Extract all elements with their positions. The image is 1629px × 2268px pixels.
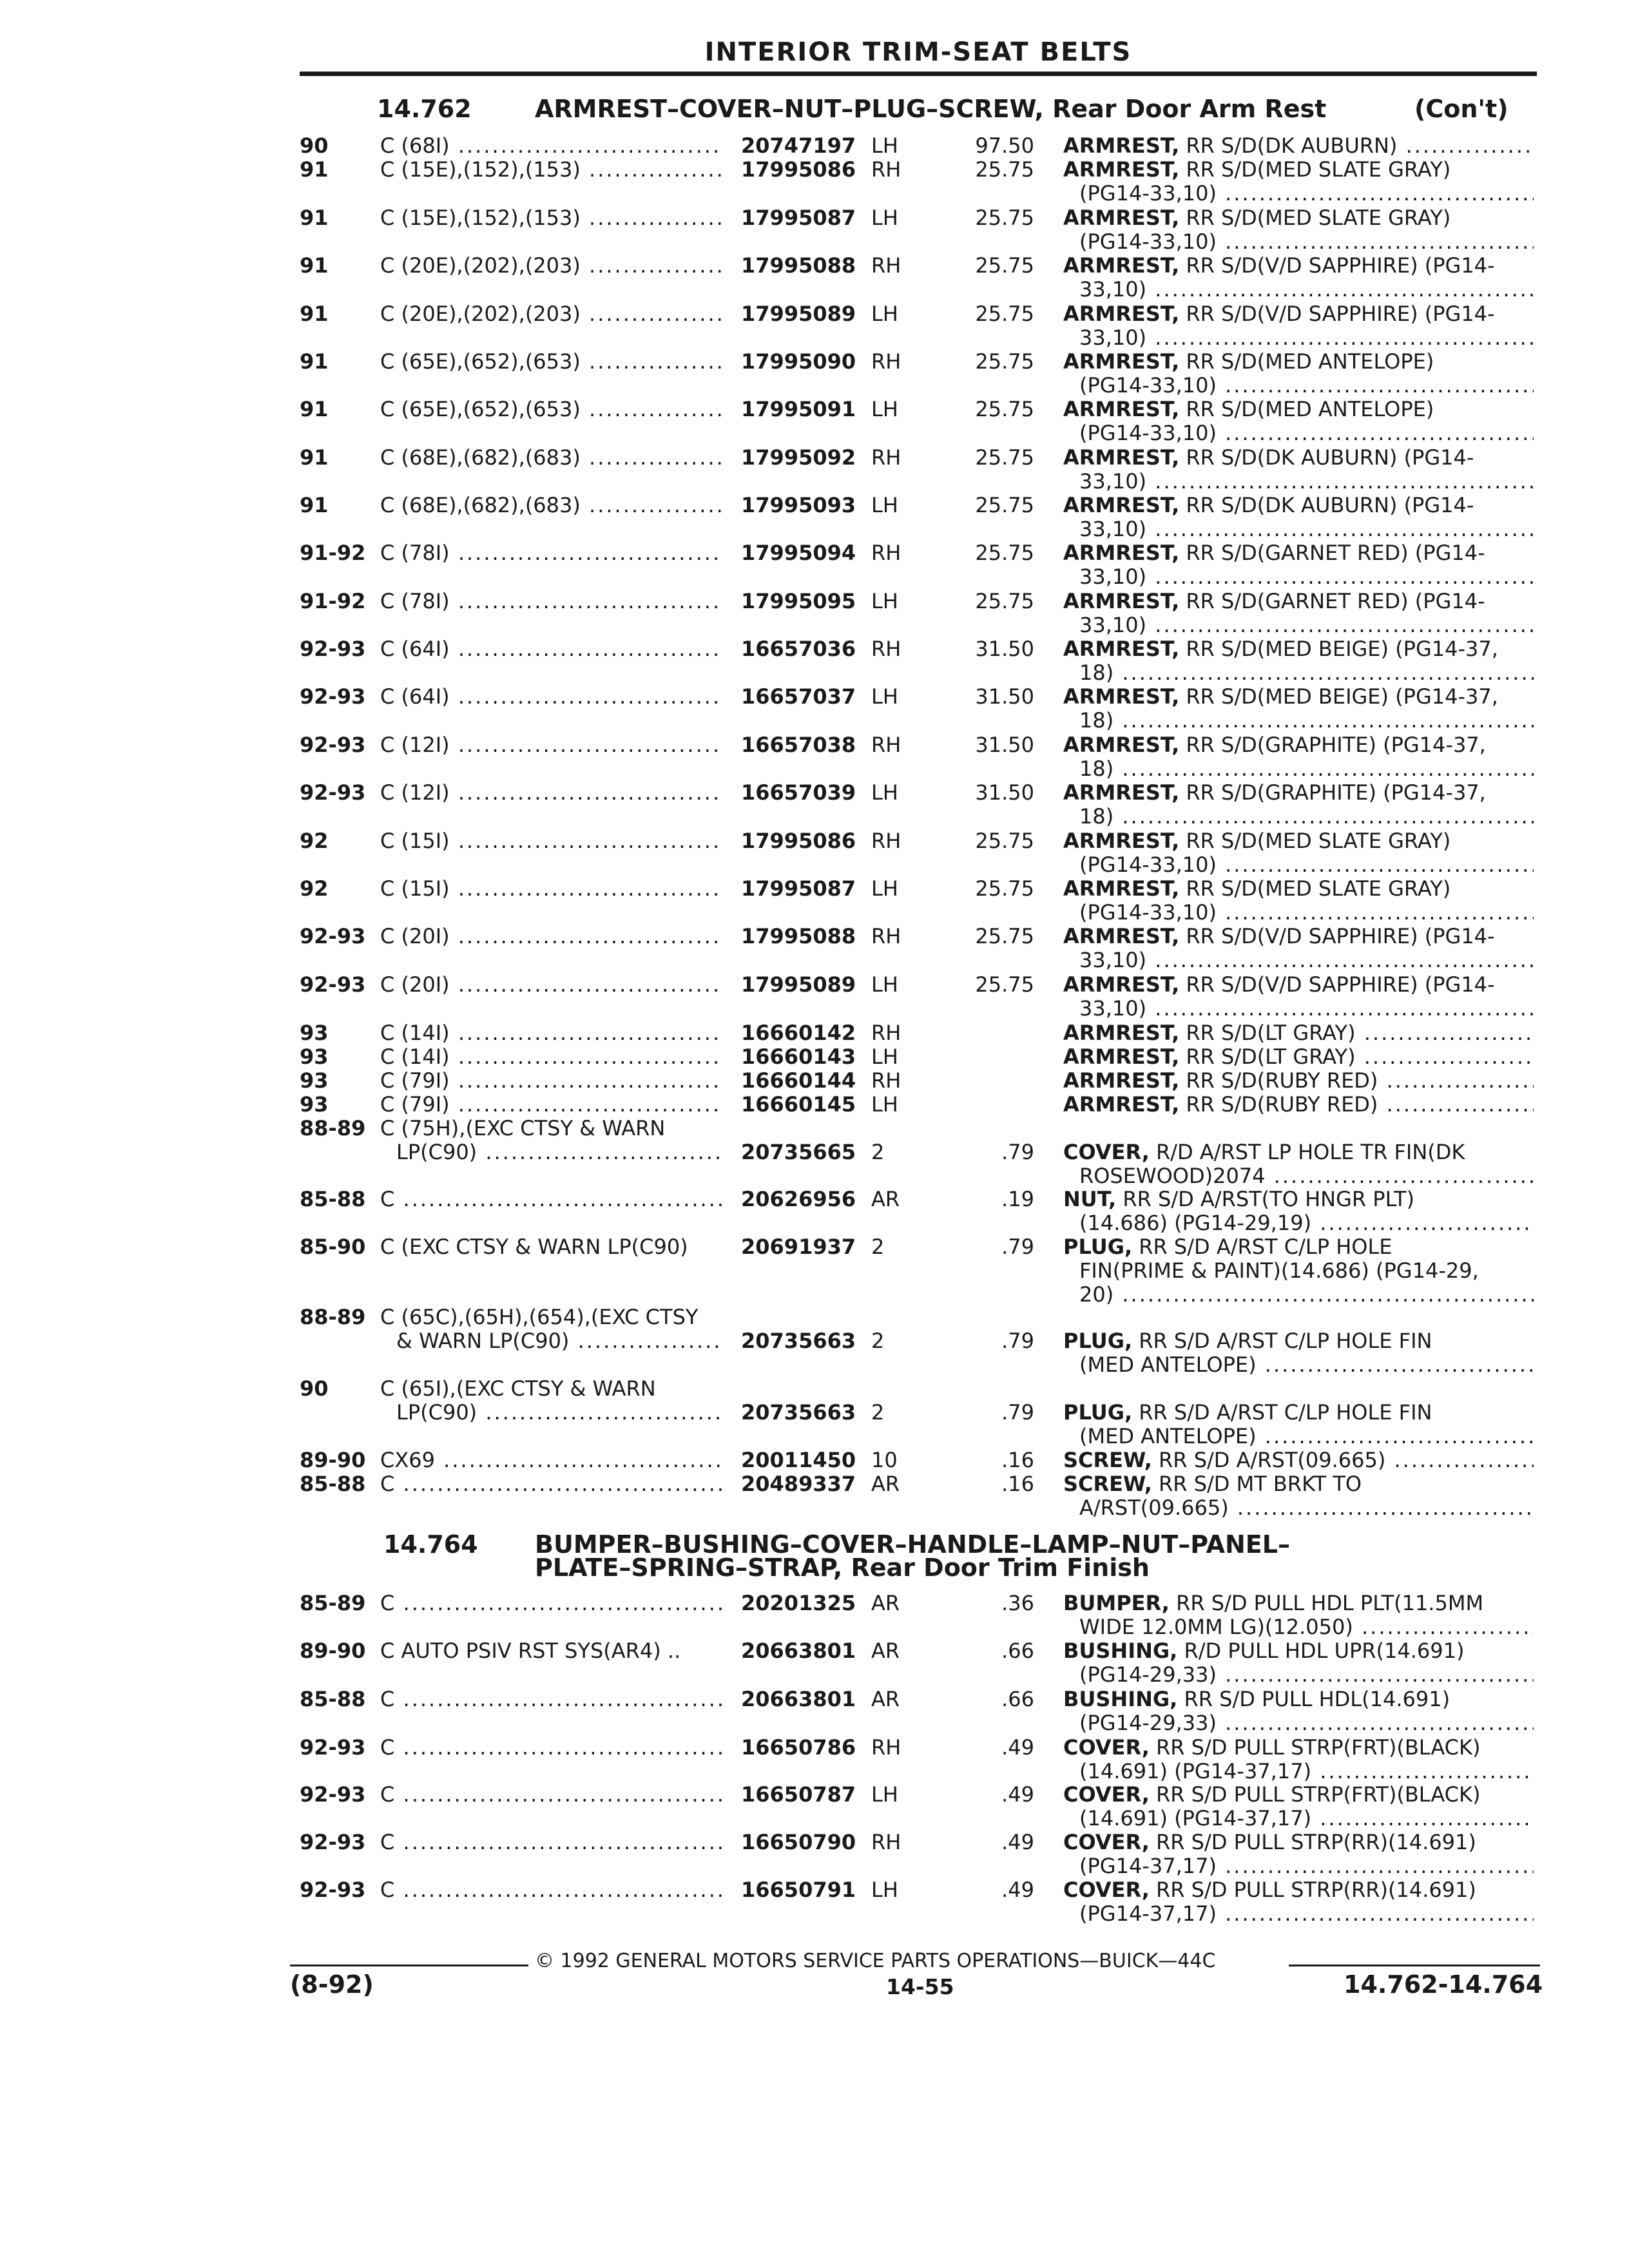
code-cell: C (20E),(202),(203) ..... — [380, 254, 722, 278]
code-cell: C (12I) ..... — [380, 781, 722, 805]
year-cell: 91 — [300, 302, 329, 326]
description: ARMREST, RR S/D(RUBY RED) ..... — [1063, 1069, 1534, 1093]
quantity: 2 — [871, 1235, 885, 1259]
year-cell: 91-92 — [300, 541, 366, 565]
description: ARMREST, RR S/D(MED SLATE GRAY) — [1063, 158, 1451, 182]
part-number: 20663801 — [741, 1639, 856, 1663]
description-continued: ROSEWOOD)2074 ..... — [1079, 1164, 1534, 1188]
part-number: 16660144 — [741, 1068, 856, 1093]
year-cell: 91 — [300, 445, 329, 470]
year-cell: 91 — [300, 157, 329, 182]
code-cell: C (64I) ..... — [380, 685, 722, 709]
description: ARMREST, RR S/D(DK AUBURN) (PG14- — [1063, 494, 1474, 517]
price: .36 — [1001, 1591, 1034, 1615]
quantity: AR — [871, 1639, 900, 1663]
part-number: 16650791 — [741, 1878, 856, 1902]
description: ARMREST, RR S/D(DK AUBURN) (PG14- — [1063, 446, 1474, 470]
quantity: 10 — [871, 1448, 898, 1472]
year-cell: 92-93 — [300, 924, 366, 948]
quantity: AR — [871, 1591, 900, 1615]
description: ARMREST, RR S/D(MED SLATE GRAY) — [1063, 877, 1451, 901]
year-cell: 92-93 — [300, 780, 366, 805]
code-cell: C (65E),(652),(653) ..... — [380, 350, 722, 374]
description: ARMREST, RR S/D(DK AUBURN) ..... — [1063, 134, 1534, 158]
quantity: RH — [871, 541, 901, 565]
part-number: 16657038 — [741, 733, 856, 757]
year-cell: 88-89 — [300, 1116, 366, 1140]
description-continued: 20) ..... — [1079, 1283, 1534, 1307]
price: .49 — [1001, 1878, 1034, 1902]
code-cell: C (14I) ..... — [380, 1021, 722, 1045]
quantity: AR — [871, 1687, 900, 1711]
quantity: LH — [871, 876, 898, 901]
part-number: 20626956 — [741, 1187, 856, 1211]
quantity: RH — [871, 733, 901, 757]
quantity: LH — [871, 684, 898, 709]
description: COVER, RR S/D PULL STRP(FRT)(BLACK) — [1063, 1783, 1481, 1807]
code-cell: C ..... — [380, 1687, 722, 1711]
code-cell: C (75H),(EXC CTSY & WARN — [380, 1117, 666, 1140]
footer-range: 14.762-14.764 — [1344, 1970, 1543, 1999]
description: COVER, RR S/D PULL STRP(FRT)(BLACK) — [1063, 1736, 1481, 1760]
code-cell: C (68I) ..... — [380, 134, 722, 158]
code-cell: C (15I) ..... — [380, 877, 722, 901]
quantity: LH — [871, 493, 898, 517]
price: 25.75 — [975, 397, 1034, 421]
quantity: RH — [871, 157, 901, 182]
quantity: RH — [871, 253, 901, 278]
code-cell-continued: LP(C90) ..... — [396, 1140, 722, 1164]
part-number: 17995088 — [741, 253, 856, 278]
description: ARMREST, RR S/D(MED SLATE GRAY) — [1063, 829, 1451, 853]
description-continued: (MED ANTELOPE) ..... — [1079, 1425, 1534, 1448]
description-continued: 33,10) ..... — [1079, 948, 1534, 972]
code-cell: C (65C),(65H),(654),(EXC CTSY — [380, 1305, 699, 1329]
description-continued: 33,10) ..... — [1079, 470, 1534, 494]
code-cell: C (20I) ..... — [380, 973, 722, 997]
description-continued: 33,10) ..... — [1079, 278, 1534, 302]
description: ARMREST, RR S/D(GRAPHITE) (PG14-37, — [1063, 733, 1486, 757]
price: 31.50 — [975, 637, 1034, 661]
quantity: LH — [871, 1044, 898, 1069]
footer-rule-left — [290, 1965, 528, 1966]
year-cell: 93 — [300, 1044, 329, 1069]
quantity: RH — [871, 924, 901, 948]
year-cell: 92-93 — [300, 1782, 366, 1807]
description: ARMREST, RR S/D(LT GRAY) ..... — [1063, 1045, 1534, 1069]
price: 31.50 — [975, 684, 1034, 709]
year-cell: 89-90 — [300, 1639, 366, 1663]
year-cell: 92-93 — [300, 1878, 366, 1902]
description-continued: (PG14-33,10) ..... — [1079, 230, 1534, 254]
footer-date: (8-92) — [290, 1970, 374, 1999]
price: .16 — [1001, 1448, 1034, 1472]
part-number: 16657037 — [741, 684, 856, 709]
description-continued: 18) ..... — [1079, 805, 1534, 829]
price: 25.75 — [975, 253, 1034, 278]
description-continued: (PG14-29,33) ..... — [1079, 1663, 1534, 1687]
description-continued: (PG14-29,33) ..... — [1079, 1711, 1534, 1735]
price: 25.75 — [975, 829, 1034, 853]
quantity: RH — [871, 1830, 901, 1854]
description: COVER, RR S/D PULL STRP(RR)(14.691) — [1063, 1878, 1476, 1902]
part-number: 16650787 — [741, 1782, 856, 1807]
code-cell: C (78I) ..... — [380, 541, 722, 565]
code-cell: C (15E),(152),(153) ..... — [380, 206, 722, 230]
year-cell: 90 — [300, 1376, 329, 1401]
description: ARMREST, RR S/D(MED BEIGE) (PG14-37, — [1063, 637, 1498, 661]
part-number: 17995095 — [741, 589, 856, 613]
description-continued: 18) ..... — [1079, 757, 1534, 781]
part-number: 17995086 — [741, 157, 856, 182]
code-cell: C (79I) ..... — [380, 1093, 722, 1117]
price: 25.75 — [975, 972, 1034, 997]
code-cell: C (65I),(EXC CTSY & WARN — [380, 1377, 656, 1401]
description: BUSHING, RR S/D PULL HDL(14.691) — [1063, 1687, 1451, 1711]
code-cell: C ..... — [380, 1878, 722, 1902]
price: .66 — [1001, 1639, 1034, 1663]
part-number: 20489337 — [741, 1472, 856, 1496]
year-cell: 92-93 — [300, 1735, 366, 1760]
quantity: LH — [871, 1878, 898, 1902]
part-number: 17995090 — [741, 349, 856, 374]
year-cell: 85-88 — [300, 1472, 366, 1496]
part-number: 20735663 — [741, 1329, 856, 1353]
quantity: AR — [871, 1472, 900, 1496]
description: ARMREST, RR S/D(V/D SAPPHIRE) (PG14- — [1063, 973, 1495, 997]
price: .79 — [1001, 1235, 1034, 1259]
part-number: 17995089 — [741, 972, 856, 997]
part-number: 17995094 — [741, 541, 856, 565]
price: .19 — [1001, 1187, 1034, 1211]
part-number: 16660145 — [741, 1092, 856, 1117]
year-cell: 92-93 — [300, 733, 366, 757]
quantity: LH — [871, 397, 898, 421]
description-continued: (PG14-37,17) ..... — [1079, 1902, 1534, 1926]
part-number: 16660143 — [741, 1044, 856, 1069]
quantity: LH — [871, 1782, 898, 1807]
description-continued: 33,10) ..... — [1079, 517, 1534, 541]
description-continued: (PG14-37,17) ..... — [1079, 1854, 1534, 1878]
code-cell: C ..... — [380, 1736, 722, 1760]
part-number: 20691937 — [741, 1235, 856, 1259]
footer-rule-right — [1289, 1965, 1540, 1966]
header-rule — [300, 72, 1537, 76]
quantity: LH — [871, 780, 898, 805]
code-cell: C (EXC CTSY & WARN LP(C90) — [380, 1235, 688, 1259]
description-continued: (PG14-33,10) ..... — [1079, 182, 1534, 206]
section-number: 14.764 — [383, 1530, 478, 1559]
description-continued: 18) ..... — [1079, 709, 1534, 733]
description: ARMREST, RR S/D(MED ANTELOPE) — [1063, 398, 1434, 421]
description: ARMREST, RR S/D(LT GRAY) ..... — [1063, 1021, 1534, 1045]
quantity: LH — [871, 133, 898, 158]
description: PLUG, RR S/D A/RST C/LP HOLE FIN — [1063, 1329, 1432, 1353]
description: ARMREST, RR S/D(GARNET RED) (PG14- — [1063, 590, 1485, 613]
price: 25.75 — [975, 589, 1034, 613]
part-number: 17995086 — [741, 829, 856, 853]
code-cell: C ..... — [380, 1472, 722, 1496]
price: 25.75 — [975, 445, 1034, 470]
quantity: RH — [871, 1735, 901, 1760]
quantity: RH — [871, 349, 901, 374]
price: .49 — [1001, 1830, 1034, 1854]
year-cell: 91 — [300, 206, 329, 230]
continued-marker: (Con't) — [1414, 95, 1509, 123]
year-cell: 91 — [300, 397, 329, 421]
description: BUMPER, RR S/D PULL HDL PLT(11.5MM — [1063, 1591, 1484, 1615]
year-cell: 89-90 — [300, 1448, 366, 1472]
code-cell: C ..... — [380, 1591, 722, 1615]
code-cell: C (68E),(682),(683) ..... — [380, 446, 722, 470]
year-cell: 91 — [300, 349, 329, 374]
part-number: 17995093 — [741, 493, 856, 517]
code-cell: CX69 ..... — [380, 1448, 722, 1472]
year-cell: 85-88 — [300, 1187, 366, 1211]
description: SCREW, RR S/D A/RST(09.665) ..... — [1063, 1448, 1534, 1472]
price: .66 — [1001, 1687, 1034, 1711]
quantity: AR — [871, 1187, 900, 1211]
quantity: 2 — [871, 1400, 885, 1425]
code-cell: C (20I) ..... — [380, 925, 722, 948]
price: 25.75 — [975, 157, 1034, 182]
part-number: 20735665 — [741, 1140, 856, 1164]
part-number: 16650786 — [741, 1735, 856, 1760]
description-continued: (14.686) (PG14-29,19) ..... — [1079, 1211, 1534, 1235]
code-cell: C (78I) ..... — [380, 590, 722, 613]
description: PLUG, RR S/D A/RST C/LP HOLE FIN — [1063, 1401, 1432, 1425]
year-cell: 91 — [300, 253, 329, 278]
year-cell: 90 — [300, 133, 329, 158]
year-cell: 92-93 — [300, 684, 366, 709]
quantity: RH — [871, 637, 901, 661]
part-number: 17995092 — [741, 445, 856, 470]
part-number: 16657036 — [741, 637, 856, 661]
price: 25.75 — [975, 541, 1034, 565]
description-continued: (14.691) (PG14-37,17) ..... — [1079, 1807, 1534, 1831]
description: NUT, RR S/D A/RST(TO HNGR PLT) — [1063, 1187, 1415, 1211]
price: 25.75 — [975, 876, 1034, 901]
quantity: RH — [871, 829, 901, 853]
year-cell: 91-92 — [300, 589, 366, 613]
description: ARMREST, RR S/D(GARNET RED) (PG14- — [1063, 541, 1485, 565]
part-number: 16657039 — [741, 780, 856, 805]
year-cell: 93 — [300, 1021, 329, 1045]
price: 97.50 — [975, 133, 1034, 158]
description-continued: WIDE 12.0MM LG)(12.050) ..... — [1079, 1615, 1534, 1639]
description: SCREW, RR S/D MT BRKT TO — [1063, 1472, 1362, 1496]
price: 25.75 — [975, 349, 1034, 374]
section-number: 14.762 — [377, 95, 472, 123]
part-number: 17995087 — [741, 876, 856, 901]
price: .79 — [1001, 1140, 1034, 1164]
price: 31.50 — [975, 733, 1034, 757]
price: 31.50 — [975, 780, 1034, 805]
part-number: 17995087 — [741, 206, 856, 230]
description-continued: 33,10) ..... — [1079, 613, 1534, 637]
description: PLUG, RR S/D A/RST C/LP HOLE — [1063, 1235, 1393, 1259]
year-cell: 93 — [300, 1068, 329, 1093]
code-cell-continued: LP(C90) ..... — [396, 1401, 722, 1425]
description: ARMREST, RR S/D(GRAPHITE) (PG14-37, — [1063, 781, 1486, 805]
code-cell: C (12I) ..... — [380, 733, 722, 757]
year-cell: 85-89 — [300, 1591, 366, 1615]
description-continued: (PG14-33,10) ..... — [1079, 374, 1534, 398]
quantity: RH — [871, 445, 901, 470]
quantity: LH — [871, 972, 898, 997]
code-cell: C ..... — [380, 1187, 722, 1211]
part-number: 20735663 — [741, 1400, 856, 1425]
part-number: 17995091 — [741, 397, 856, 421]
quantity: LH — [871, 302, 898, 326]
section-title: ARMREST–COVER–NUT–PLUG–SCREW, Rear Door Arm Rest — [535, 95, 1327, 123]
part-number: 17995088 — [741, 924, 856, 948]
year-cell: 88-89 — [300, 1305, 366, 1329]
year-cell: 85-90 — [300, 1235, 366, 1259]
year-cell: 91 — [300, 493, 329, 517]
part-number: 20663801 — [741, 1687, 856, 1711]
description: ARMREST, RR S/D(MED SLATE GRAY) — [1063, 206, 1451, 230]
description: ARMREST, RR S/D(MED BEIGE) (PG14-37, — [1063, 685, 1498, 709]
quantity: LH — [871, 206, 898, 230]
description-continued: 33,10) ..... — [1079, 326, 1534, 350]
part-number: 16650790 — [741, 1830, 856, 1854]
quantity: 2 — [871, 1140, 885, 1164]
quantity: RH — [871, 1021, 901, 1045]
description-continued: 18) ..... — [1079, 661, 1534, 685]
price: 25.75 — [975, 206, 1034, 230]
price: .16 — [1001, 1472, 1034, 1496]
price: 25.75 — [975, 493, 1034, 517]
quantity: LH — [871, 589, 898, 613]
description: BUSHING, R/D PULL HDL UPR(14.691) — [1063, 1639, 1465, 1663]
year-cell: 92 — [300, 829, 329, 853]
description-continued: (MED ANTELOPE) ..... — [1079, 1353, 1534, 1377]
price: .79 — [1001, 1400, 1034, 1425]
code-cell: C ..... — [380, 1783, 722, 1807]
price: .49 — [1001, 1782, 1034, 1807]
code-cell-continued: & WARN LP(C90) ..... — [396, 1329, 722, 1353]
code-cell: C (65E),(652),(653) ..... — [380, 398, 722, 421]
code-cell: C ..... — [380, 1831, 722, 1854]
footer-copyright: © 1992 GENERAL MOTORS SERVICE PARTS OPERATIONS—BUICK—44C — [535, 1950, 1216, 1972]
part-number: 17995089 — [741, 302, 856, 326]
description: ARMREST, RR S/D(RUBY RED) ..... — [1063, 1093, 1534, 1117]
code-cell: C (14I) ..... — [380, 1045, 722, 1069]
year-cell: 92-93 — [300, 1830, 366, 1854]
price: .49 — [1001, 1735, 1034, 1760]
price: 25.75 — [975, 302, 1034, 326]
description-continued: (PG14-33,10) ..... — [1079, 901, 1534, 925]
price: .79 — [1001, 1329, 1034, 1353]
year-cell: 92-93 — [300, 637, 366, 661]
description: ARMREST, RR S/D(V/D SAPPHIRE) (PG14- — [1063, 302, 1495, 326]
code-cell: C (15E),(152),(153) ..... — [380, 158, 722, 182]
description-continued: (PG14-33,10) ..... — [1079, 421, 1534, 445]
part-number: 20011450 — [741, 1448, 856, 1472]
part-number: 20747197 — [741, 133, 856, 158]
code-cell: C (20E),(202),(203) ..... — [380, 302, 722, 326]
section-title-line-1: BUMPER–BUSHING–COVER–HANDLE–LAMP–NUT–PANEL– — [535, 1530, 1290, 1559]
quantity: LH — [871, 1092, 898, 1117]
description: ARMREST, RR S/D(V/D SAPPHIRE) (PG14- — [1063, 254, 1495, 278]
description: COVER, RR S/D PULL STRP(RR)(14.691) — [1063, 1831, 1476, 1854]
year-cell: 85-88 — [300, 1687, 366, 1711]
section-title-line-2: PLATE–SPRING–STRAP, Rear Door Trim Finish — [535, 1553, 1150, 1582]
quantity: 2 — [871, 1329, 885, 1353]
description-continued: (14.691) (PG14-37,17) ..... — [1079, 1760, 1534, 1783]
running-head: INTERIOR TRIM-SEAT BELTS — [704, 37, 1132, 67]
year-cell: 92 — [300, 876, 329, 901]
part-number: 20201325 — [741, 1591, 856, 1615]
quantity: RH — [871, 1068, 901, 1093]
price: 25.75 — [975, 924, 1034, 948]
description-continued: 33,10) ..... — [1079, 565, 1534, 589]
year-cell: 92-93 — [300, 972, 366, 997]
code-cell: C (68E),(682),(683) ..... — [380, 494, 722, 517]
description-continued: A/RST(09.665) ..... — [1079, 1496, 1534, 1520]
description: COVER, R/D A/RST LP HOLE TR FIN(DK — [1063, 1140, 1465, 1164]
description-continued: 33,10) ..... — [1079, 997, 1534, 1021]
description: ARMREST, RR S/D(MED ANTELOPE) — [1063, 350, 1434, 374]
year-cell: 93 — [300, 1092, 329, 1117]
code-cell: C (64I) ..... — [380, 637, 722, 661]
footer-page-number: 14-55 — [886, 1974, 954, 1999]
code-cell: C AUTO PSIV RST SYS(AR4) .. — [380, 1639, 681, 1663]
description-continued: FIN(PRIME & PAINT)(14.686) (PG14-29, — [1079, 1259, 1479, 1283]
description: ARMREST, RR S/D(V/D SAPPHIRE) (PG14- — [1063, 925, 1495, 948]
code-cell: C (15I) ..... — [380, 829, 722, 853]
part-number: 16660142 — [741, 1021, 856, 1045]
description-continued: (PG14-33,10) ..... — [1079, 853, 1534, 877]
code-cell: C (79I) ..... — [380, 1069, 722, 1093]
